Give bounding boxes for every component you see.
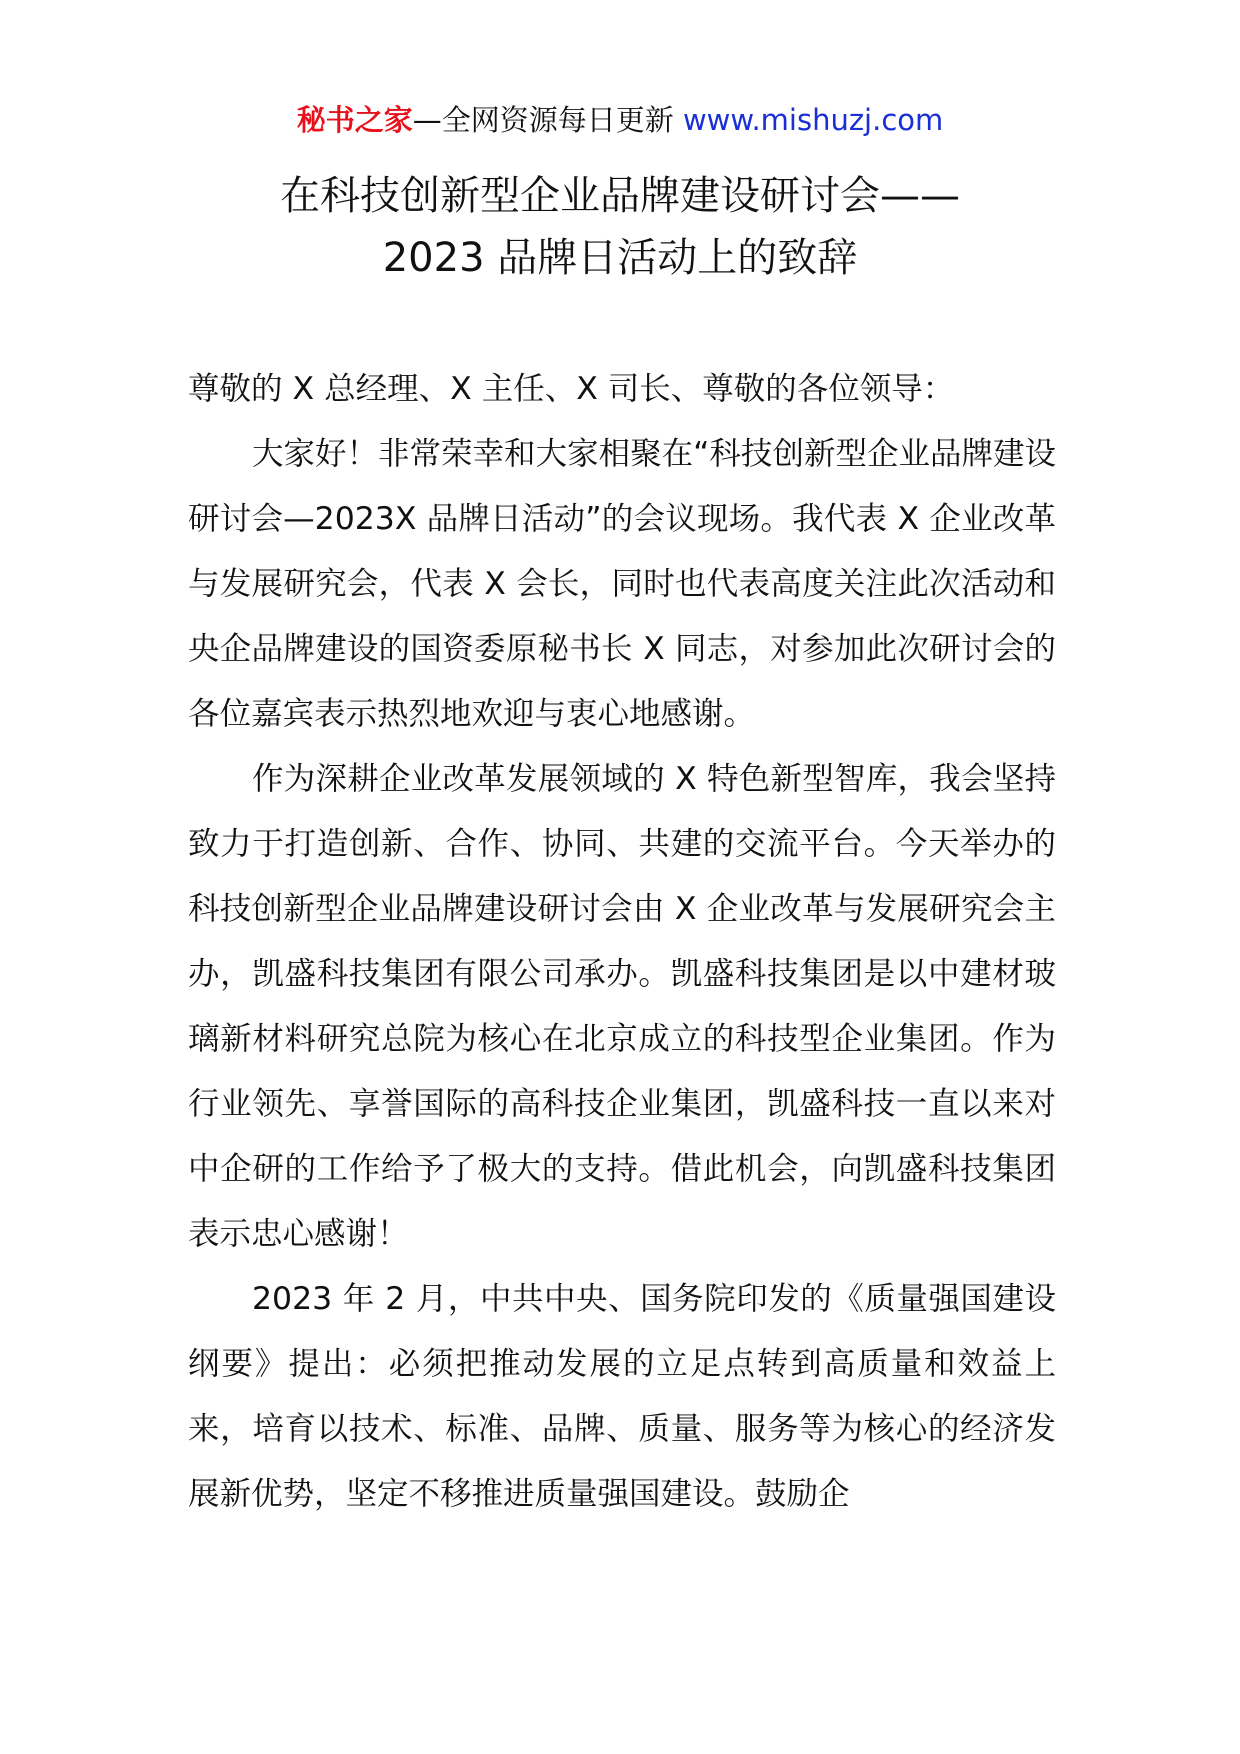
brand-name: 秘书之家 (296, 103, 413, 137)
paragraph: 2023 年 2 月，中共中央、国务院印发的《质量强国建设纲要》提出：必须把推动发展的立足点转到高质量和效益上来，培育以技术、标准、品牌、质量、服务等为核心的经济发展新优势，坚定不移推进质量强国建设。鼓励企 (188, 1281, 1056, 1512)
site-url: www.mishuzj.com (682, 103, 944, 137)
document-title (0, 165, 1240, 289)
paragraph: 作为深耕企业改革发展领域的 X 特色新型智库，我会坚持致力于打造创新、合作、协同、共建的交流平台。今天举办的科技创新型企业品牌建设研讨会由 X 企业改革与发展研究会主办，凯盛科技集团有限公司承办。凯盛科技集团是以中建材玻璃新材料研究总院为核心在北京成立的科技型企业集团。作为行业领先、享誉国际的高科技企业集团，凯盛科技一直以来对中企研的工作给予了极大的支持。借此机会，向凯盛科技集团表示忠心感谢！ (188, 761, 1056, 1252)
title-line-1: 在科技创新型企业品牌建设研讨会—— (280, 173, 960, 219)
title-line-2: 2023 品牌日活动上的致辞 (382, 235, 858, 281)
header-tagline: —全网资源每日更新 (412, 103, 683, 137)
site-header (0, 100, 1240, 140)
paragraph: 大家好！非常荣幸和大家相聚在“科技创新型企业品牌建设研讨会—2023X 品牌日活动”的会议现场。我代表 X 企业改革与发展研究会，代表 X 会长，同时也代表高度关注此次活动和央企品牌建设的国资委原秘书长 X 同志，对参加此次研讨会的各位嘉宾表示热烈地欢迎与衷心地感谢。 (188, 436, 1056, 732)
document-body (188, 357, 1056, 1527)
salutation: 尊敬的 X 总经理、X 主任、X 司长、尊敬的各位领导： (188, 371, 955, 407)
